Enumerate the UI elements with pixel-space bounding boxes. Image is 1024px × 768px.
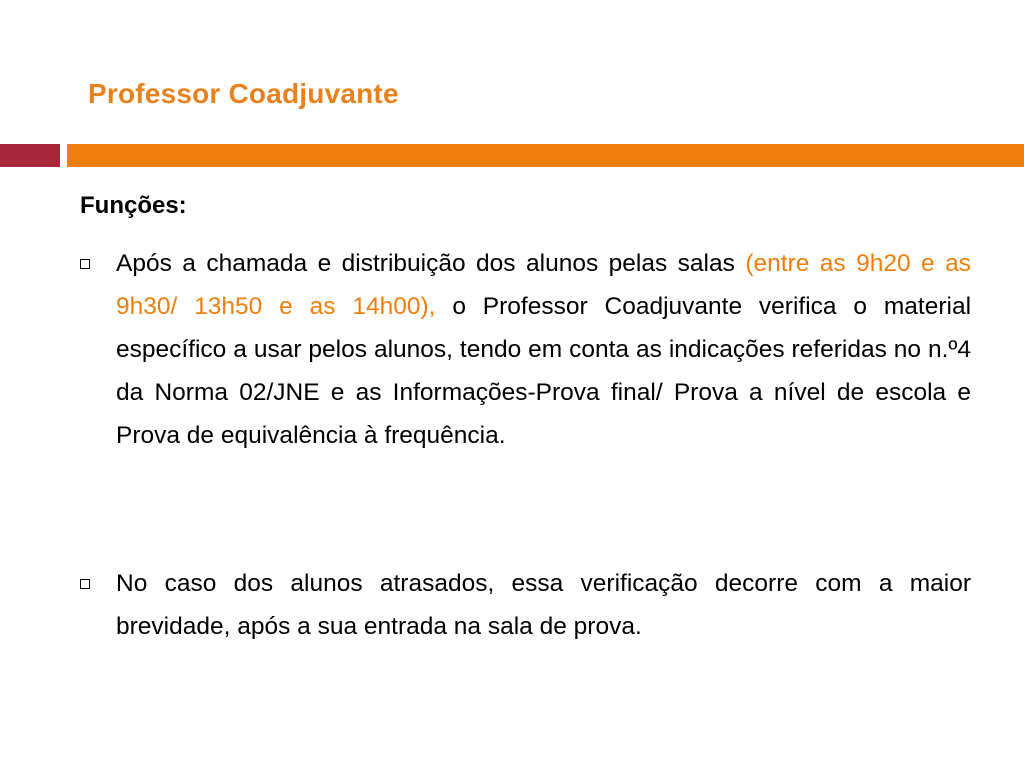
bullet-text bbox=[116, 242, 971, 457]
accent-bar-right bbox=[67, 144, 1024, 167]
bullet-text-part: Após a chamada e distribuição dos alunos pelas salas bbox=[116, 250, 746, 277]
hollow-square-bullet-icon bbox=[80, 259, 90, 269]
accent-bar-left bbox=[0, 144, 60, 167]
section-heading: Funções: bbox=[80, 192, 187, 219]
bullet-text: No caso dos alunos atrasados, essa verificação decorre com a maior brevidade, após a sua entrada na sala de prova. bbox=[116, 570, 971, 640]
hollow-square-bullet-icon bbox=[80, 579, 90, 589]
highlighted-time-range: (entre as 9h20 e as 9h30/ 13h50 e as 14h00), bbox=[116, 250, 972, 320]
slide-title: Professor Coadjuvante bbox=[88, 78, 399, 109]
bullet-text-part: o Professor Coadjuvante verifica o material específico a usar pelos alunos, tendo em conta as indicações referidas no n.º4 da Norma 02/JNE e as Informações-Prova final/ Prova a nível de escola e Prova de equivalência à frequência. bbox=[116, 293, 972, 449]
